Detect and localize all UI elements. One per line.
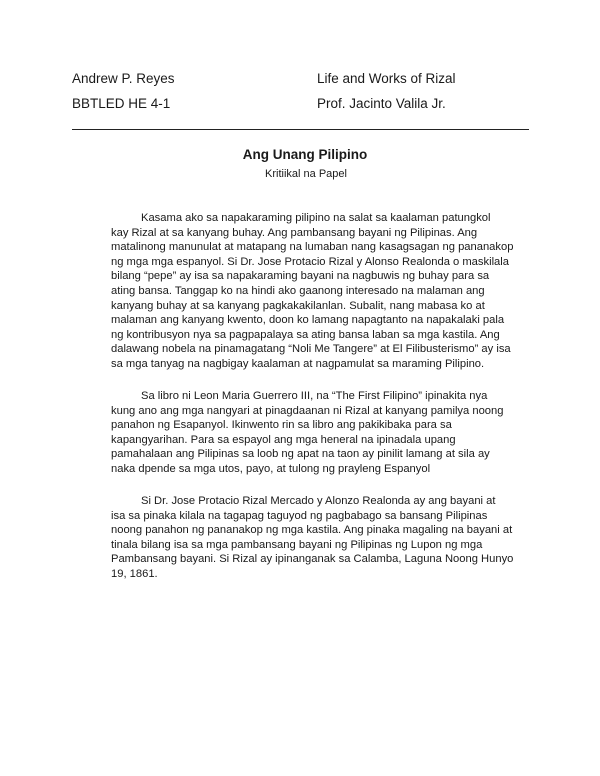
document-title: Ang Unang Pilipino <box>242 147 368 162</box>
paragraph-2 <box>111 389 531 477</box>
paragraph-line: 19, 1861. <box>111 567 158 580</box>
document-subtitle: Kritiikal na Papel <box>265 168 347 180</box>
paragraph-line: ng mga mga espanyol. Si Dr. Jose Protacio Rizal y Alonso Realonda o maskilala <box>111 255 509 268</box>
paragraph-line: ng kontribusyon nya sa pagpapalaya sa ating bansa laban sa mga kastila. Ang <box>111 328 500 341</box>
paragraph-line: isa sa pinaka kilala na tagapag taguyod ng pagbabago sa bansang Pilipinas <box>111 509 488 522</box>
paragraph-line: kay Rizal at sa kanyang buhay. Ang pambansang bayani ng Pilipinas. Ang <box>111 226 478 239</box>
paragraph-line: dalawang nobela na pinamagatang “Noli Me Tangere” at El Filibusterismo” ay isa <box>111 343 511 356</box>
paragraph-line: kapangyarihan. Para sa espayol ang mga heneral na ipinadala upang <box>111 433 456 446</box>
course-title: Life and Works of Rizal <box>317 71 456 86</box>
paragraph-line: panahon ng Esapanyol. Ikinwento rin sa libro ang pakikibaka para sa <box>111 419 452 432</box>
author-name: Andrew P. Reyes <box>72 71 175 86</box>
paragraph-3 <box>111 494 531 582</box>
paragraph-line: malaman ang kanyang kwento, doon ko lamang napagtanto na napakalaki pala <box>111 314 505 327</box>
paragraph-line: Sa libro ni Leon Maria Guerrero III, na “The First Filipino” ipinakita nya <box>141 390 488 402</box>
paragraph-line: matalinong manunulat at matapang na lumaban nang kasagsagan ng pananakop <box>111 241 514 254</box>
paragraph-line: pamahalaan ang Pilipinas sa loob ng apat na taon ay pinilit lamang at sila ay <box>111 448 490 461</box>
course-section: BBTLED HE 4-1 <box>72 96 171 111</box>
paragraph-line: kanyang buhay at sa kanyang pagkakakilanlan. Subalit, nang mabasa ko at <box>111 299 485 312</box>
paragraph-line: tinala bilang isa sa mga pambansang bayani ng Pilipinas ng Lupon ng mga <box>111 538 483 551</box>
paragraph-line: noong panahon ng pananakop ng mga kastila. Ang pinaka magaling na bayani at <box>111 524 513 537</box>
paragraph-line: ating bansa. Tanggap ko na hindi ako gaanong interesado na malaman ang <box>111 284 485 297</box>
paragraph-line: Kasama ako sa napakaraming pilipino na salat sa kaalaman patungkol <box>141 212 491 224</box>
paragraph-line: kung ano ang mga nangyari at pinagdaanan ni Rizal at kanyang pamilya noong <box>111 404 504 417</box>
paragraph-line: bilang “pepe” ay isa sa napakaraming bayani na nagbuwis ng buhay para sa <box>111 270 490 283</box>
professor-name: Prof. Jacinto Valila Jr. <box>317 96 446 111</box>
header-divider <box>72 129 529 130</box>
paragraph-line: sa mga tanyag na nagbigay kaalaman at nagpamulat sa maraming Pilipino. <box>111 357 485 370</box>
paragraph-line: naka dpende sa mga utos, payo, at tulong ng prayleng Espanyol <box>111 462 431 475</box>
paragraph-1 <box>111 211 531 372</box>
paragraph-line: Pambansang bayani. Si Rizal ay ipinanganak sa Calamba, Laguna Noong Hunyo <box>111 553 514 566</box>
paragraph-line: Si Dr. Jose Protacio Rizal Mercado y Alonzo Realonda ay ang bayani at <box>141 495 496 507</box>
